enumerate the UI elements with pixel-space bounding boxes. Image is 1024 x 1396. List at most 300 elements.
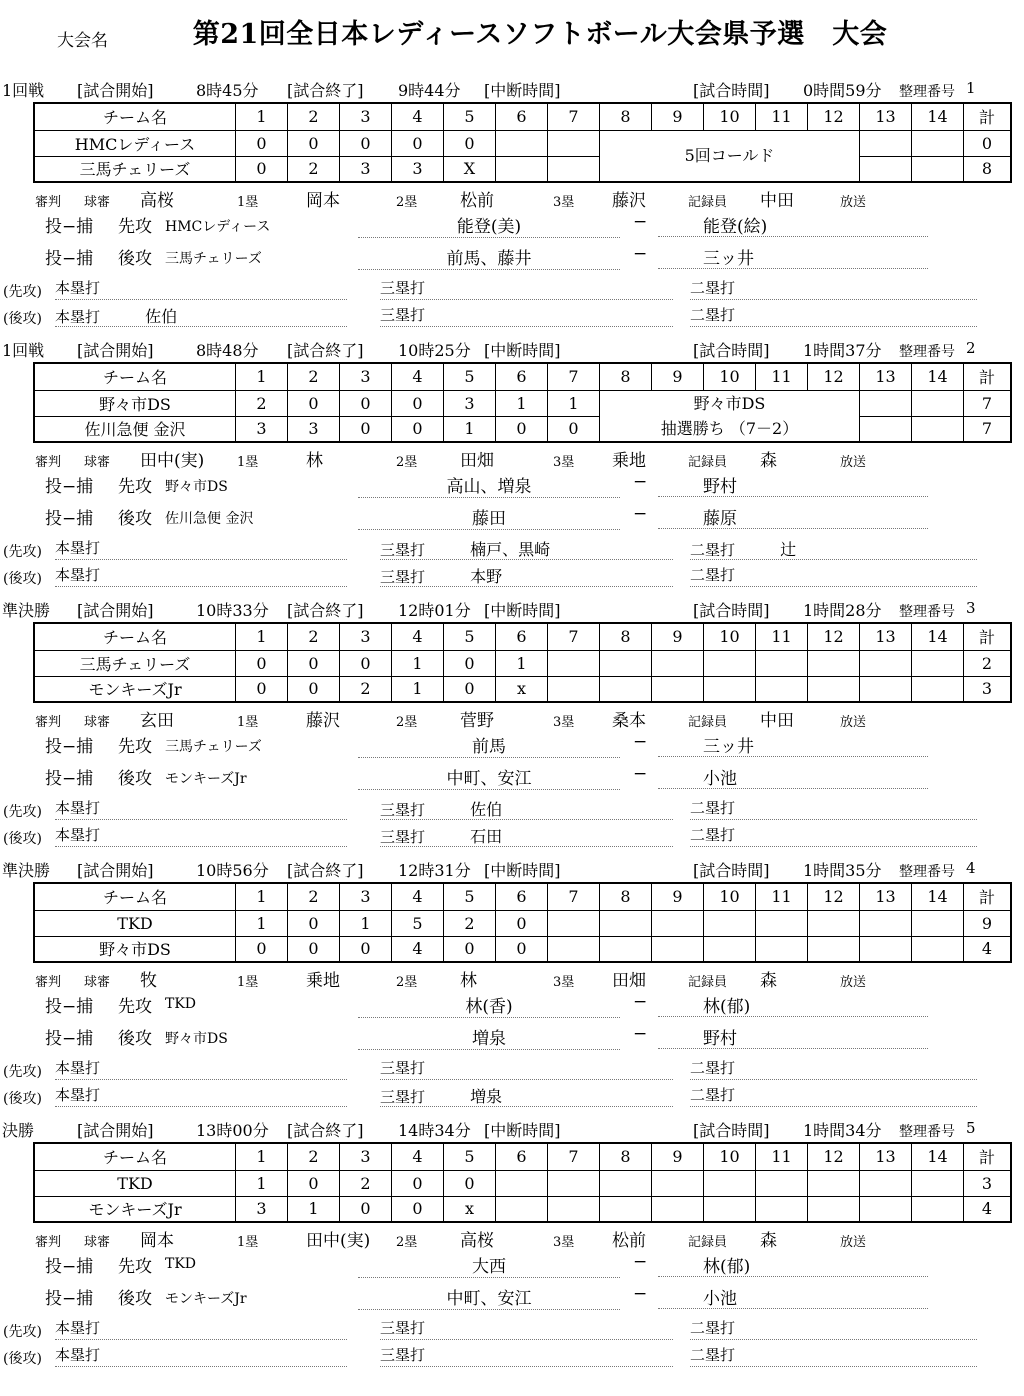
battery-label: 投−捕 xyxy=(45,1289,94,1309)
double-label: 二塁打 xyxy=(690,1319,736,1337)
third-base-umpire-name: 松前 xyxy=(612,1231,646,1251)
team-row xyxy=(34,650,1011,676)
inning-score-cell xyxy=(704,910,756,936)
pitcher-names: 中町、安江 xyxy=(358,1284,620,1310)
inning-col-header: 13 xyxy=(860,103,912,130)
inning-score-cell xyxy=(548,910,600,936)
battery-dash: − xyxy=(633,1252,648,1272)
top-side-label: 先攻 xyxy=(118,477,152,497)
team-name-col-header: チーム名 xyxy=(34,883,236,910)
homerun-label: 本塁打 xyxy=(55,1086,101,1104)
triple-field xyxy=(380,564,673,587)
side-paren-label: (先攻) xyxy=(3,804,42,820)
triple-field xyxy=(380,277,673,300)
end-time-label: [試合終了] xyxy=(287,601,364,620)
inning-col-header: 11 xyxy=(756,363,808,390)
inning-score-cell: 2 xyxy=(340,676,392,702)
pitcher-names: 大西 xyxy=(358,1252,620,1278)
inning-col-header: 2 xyxy=(288,623,340,650)
inning-col-header: 14 xyxy=(912,1143,964,1170)
inning-score-cell xyxy=(704,676,756,702)
triple-value: 石田 xyxy=(470,827,503,846)
inning-score-cell xyxy=(600,676,652,702)
second-base-label: 2塁 xyxy=(396,455,418,470)
pitcher-names: 増泉 xyxy=(358,1024,620,1050)
result-note-line: 5回コールド xyxy=(684,146,775,166)
triple-value: 本野 xyxy=(470,567,503,586)
team-name-cell: 三馬チェリーズ xyxy=(34,650,236,676)
game-block xyxy=(0,78,1024,338)
inning-score-cell: 0 xyxy=(392,416,444,442)
total-score-cell: 7 xyxy=(964,390,1012,416)
inning-col-header: 6 xyxy=(496,623,548,650)
inning-score-cell xyxy=(808,650,860,676)
inning-col-header: 10 xyxy=(704,623,756,650)
battery-label: 投−捕 xyxy=(45,737,94,757)
battery-team-name: 三馬チェリーズ xyxy=(165,739,262,755)
inning-score-cell: 0 xyxy=(288,1170,340,1196)
side-paren-label: (先攻) xyxy=(3,284,42,300)
second-base-umpire-name: 田畑 xyxy=(460,451,494,471)
scorer-label: 記録員 xyxy=(688,455,728,470)
umpires-row xyxy=(0,186,1024,212)
homerun-label: 本塁打 xyxy=(55,826,101,844)
inning-score-cell xyxy=(600,1196,652,1222)
team-row xyxy=(34,416,1011,442)
score-table-body xyxy=(34,1170,1011,1222)
innings-header-row xyxy=(34,623,1011,650)
second-base-umpire-name: 松前 xyxy=(460,191,494,211)
catcher-names: 林(郁) xyxy=(658,1252,928,1277)
end-time-value: 14時34分 xyxy=(398,1121,471,1140)
inning-col-header: 8 xyxy=(600,1143,652,1170)
inning-score-cell: 0 xyxy=(236,936,288,962)
inning-score-cell: 3 xyxy=(444,390,496,416)
inning-col-header: 7 xyxy=(548,103,600,130)
second-base-umpire-name: 高桜 xyxy=(460,1231,494,1251)
total-score-cell: 4 xyxy=(964,1196,1012,1222)
inning-col-header: 7 xyxy=(548,883,600,910)
inning-score-cell: 1 xyxy=(496,650,548,676)
inning-col-header: 9 xyxy=(652,623,704,650)
inning-score-cell: 2 xyxy=(288,156,340,182)
inning-score-cell: 0 xyxy=(444,650,496,676)
end-time-value: 12時01分 xyxy=(398,601,471,620)
inning-score-cell: x xyxy=(496,676,548,702)
triple-label: 三塁打 xyxy=(380,568,426,586)
inning-score-cell: 0 xyxy=(288,130,340,156)
homerun-label: 本塁打 xyxy=(55,799,101,817)
double-field xyxy=(690,1344,977,1367)
inning-col-header: 1 xyxy=(236,103,288,130)
inning-score-cell xyxy=(912,910,964,936)
inning-score-cell: 0 xyxy=(496,416,548,442)
first-base-label: 1塁 xyxy=(237,1235,259,1250)
inning-col-header: 1 xyxy=(236,883,288,910)
inning-score-cell xyxy=(548,1170,600,1196)
first-base-label: 1塁 xyxy=(237,455,259,470)
inning-score-cell: 1 xyxy=(236,910,288,936)
inning-col-header: 1 xyxy=(236,623,288,650)
end-time-label: [試合終了] xyxy=(287,341,364,360)
inning-col-header: 9 xyxy=(652,883,704,910)
battery-row-top xyxy=(0,212,1024,242)
inning-score-cell xyxy=(600,1170,652,1196)
game-time-label: [試合時間] xyxy=(693,861,770,880)
side-paren-label: (後攻) xyxy=(3,1091,42,1107)
inning-score-cell: 0 xyxy=(340,416,392,442)
team-name-cell: 三馬チェリーズ xyxy=(34,156,236,182)
inning-score-cell xyxy=(756,1196,808,1222)
top-side-label: 先攻 xyxy=(118,1257,152,1277)
battery-label: 投−捕 xyxy=(45,249,94,269)
catcher-names: 野村 xyxy=(658,472,928,497)
inning-score-cell xyxy=(756,936,808,962)
inning-score-cell: 2 xyxy=(236,390,288,416)
inning-col-header: 5 xyxy=(444,883,496,910)
inning-score-cell: 0 xyxy=(340,130,392,156)
triple-field xyxy=(380,537,673,560)
inning-score-cell xyxy=(808,1196,860,1222)
inning-col-header: 7 xyxy=(548,1143,600,1170)
inning-score-cell: 0 xyxy=(236,156,288,182)
battery-team-name: HMCレディース xyxy=(165,219,271,235)
homerun-label: 本塁打 xyxy=(55,308,101,326)
inning-score-cell: 0 xyxy=(288,910,340,936)
umpire-label: 審判 xyxy=(35,1235,62,1250)
battery-row-bottom xyxy=(0,1284,1024,1314)
battery-label: 投−捕 xyxy=(45,769,94,789)
inning-col-header: 3 xyxy=(340,883,392,910)
umpire-label: 審判 xyxy=(35,455,62,470)
inning-col-header: 6 xyxy=(496,103,548,130)
team-name-cell: モンキーズJr xyxy=(34,676,236,702)
side-paren-label: (後攻) xyxy=(3,831,42,847)
battery-label: 投−捕 xyxy=(45,1257,94,1277)
inning-score-cell: 1 xyxy=(496,390,548,416)
battery-dash: − xyxy=(633,764,648,784)
innings-header-row xyxy=(34,883,1011,910)
team-row xyxy=(34,676,1011,702)
extra-hits-row-top xyxy=(0,797,1024,824)
first-base-umpire-name: 乗地 xyxy=(306,971,340,991)
inning-score-cell xyxy=(912,156,964,182)
inning-col-header: 3 xyxy=(340,363,392,390)
bottom-side-label: 後攻 xyxy=(118,1029,152,1049)
inning-score-cell: 3 xyxy=(236,1196,288,1222)
battery-row-top xyxy=(0,732,1024,762)
start-time-label: [試合開始] xyxy=(77,1121,154,1140)
first-base-umpire-name: 岡本 xyxy=(306,191,340,211)
top-side-label: 先攻 xyxy=(118,217,152,237)
triple-field xyxy=(380,797,673,820)
plate-umpire-label: 球審 xyxy=(84,1235,111,1250)
result-note-line: 野々市DS xyxy=(693,393,766,413)
inning-score-cell xyxy=(704,1196,756,1222)
inning-score-cell xyxy=(496,1196,548,1222)
inning-score-cell xyxy=(600,936,652,962)
double-label: 二塁打 xyxy=(690,1086,736,1104)
inning-col-header: 7 xyxy=(548,363,600,390)
double-field xyxy=(690,304,977,327)
inning-col-header: 4 xyxy=(392,1143,444,1170)
inning-col-header: 14 xyxy=(912,623,964,650)
battery-team-name: TKD xyxy=(165,996,197,1012)
inning-score-cell xyxy=(912,416,964,442)
pitcher-names: 高山、増泉 xyxy=(358,472,620,498)
inning-col-header: 11 xyxy=(756,103,808,130)
round-label: 準決勝 xyxy=(2,861,51,880)
game-time-label: [試合時間] xyxy=(693,1121,770,1140)
battery-row-top xyxy=(0,992,1024,1022)
team-row xyxy=(34,936,1011,962)
triple-label: 三塁打 xyxy=(380,801,426,819)
total-col-header: 計 xyxy=(964,623,1012,650)
homerun-field xyxy=(55,1344,347,1367)
team-name-cell: 野々市DS xyxy=(34,390,236,416)
start-time-value: 13時00分 xyxy=(196,1121,269,1140)
extra-hits-row-top xyxy=(0,277,1024,304)
triple-field xyxy=(380,1317,673,1340)
broadcast-label: 放送 xyxy=(840,455,867,470)
inning-col-header: 12 xyxy=(808,1143,860,1170)
homerun-label: 本塁打 xyxy=(55,279,101,297)
plate-umpire-name: 牧 xyxy=(140,971,157,991)
first-base-umpire-name: 田中(実) xyxy=(306,1231,371,1251)
plate-umpire-label: 球審 xyxy=(84,455,111,470)
team-name-cell: 佐川急便 金沢 xyxy=(34,416,236,442)
double-field xyxy=(690,797,977,820)
catcher-names: 野村 xyxy=(658,1024,928,1049)
battery-dash: − xyxy=(633,212,648,232)
inning-col-header: 1 xyxy=(236,1143,288,1170)
inning-score-cell xyxy=(860,390,912,416)
inning-score-cell xyxy=(808,910,860,936)
inning-score-cell: 0 xyxy=(340,650,392,676)
score-table xyxy=(33,622,1012,703)
scorer-label: 記録員 xyxy=(688,715,728,730)
inning-score-cell: 0 xyxy=(548,416,600,442)
inning-score-cell xyxy=(548,676,600,702)
homerun-field xyxy=(55,824,347,847)
game-header-line xyxy=(0,1118,1024,1140)
end-time-label: [試合終了] xyxy=(287,81,364,100)
inning-col-header: 1 xyxy=(236,363,288,390)
battery-label: 投−捕 xyxy=(45,217,94,237)
inning-score-cell: 1 xyxy=(288,1196,340,1222)
team-name-col-header: チーム名 xyxy=(34,623,236,650)
result-note-cell xyxy=(600,390,860,442)
interrupt-time-label: [中断時間] xyxy=(484,81,561,100)
inning-col-header: 4 xyxy=(392,363,444,390)
double-field xyxy=(690,1317,977,1340)
plate-umpire-name: 田中(実) xyxy=(140,451,205,471)
first-base-umpire-name: 林 xyxy=(306,451,323,471)
extra-hits-row-bottom xyxy=(0,1084,1024,1111)
game-block xyxy=(0,338,1024,598)
third-base-umpire-name: 乗地 xyxy=(612,451,646,471)
inning-col-header: 9 xyxy=(652,363,704,390)
battery-label: 投−捕 xyxy=(45,1029,94,1049)
extra-hits-row-bottom xyxy=(0,824,1024,851)
side-paren-label: (後攻) xyxy=(3,311,42,327)
inning-score-cell: 2 xyxy=(340,1170,392,1196)
result-note-line: 抽選勝ち （7－2） xyxy=(660,418,799,438)
score-table xyxy=(33,102,1012,183)
score-table xyxy=(33,882,1012,963)
inning-score-cell: 0 xyxy=(392,390,444,416)
battery-row-bottom xyxy=(0,244,1024,274)
inning-score-cell xyxy=(652,910,704,936)
battery-team-name: モンキーズJr xyxy=(165,771,247,787)
game-header-line xyxy=(0,598,1024,620)
inning-score-cell xyxy=(704,936,756,962)
inning-score-cell: 0 xyxy=(444,936,496,962)
inning-col-header: 2 xyxy=(288,883,340,910)
side-paren-label: (後攻) xyxy=(3,571,42,587)
third-base-umpire-name: 桑本 xyxy=(612,711,646,731)
score-table-body xyxy=(34,910,1011,962)
inning-score-cell xyxy=(652,1196,704,1222)
catcher-names: 小池 xyxy=(658,1284,928,1309)
score-table-body xyxy=(34,390,1011,442)
inning-col-header: 8 xyxy=(600,103,652,130)
double-label: 二塁打 xyxy=(690,826,736,844)
homerun-label: 本塁打 xyxy=(55,566,101,584)
catcher-names: 三ッ井 xyxy=(658,244,928,269)
third-base-label: 3塁 xyxy=(553,455,575,470)
top-side-label: 先攻 xyxy=(118,997,152,1017)
inning-score-cell xyxy=(704,650,756,676)
tournament-name-label: 大会名 xyxy=(57,31,108,51)
inning-score-cell: 0 xyxy=(288,650,340,676)
homerun-field xyxy=(55,564,347,587)
start-time-value: 8時45分 xyxy=(196,81,259,100)
interrupt-time-label: [中断時間] xyxy=(484,861,561,880)
inning-score-cell: 0 xyxy=(496,936,548,962)
pitcher-names: 前馬 xyxy=(358,732,620,758)
end-time-value: 12時31分 xyxy=(398,861,471,880)
serial-number-value: 4 xyxy=(966,859,976,877)
inning-score-cell xyxy=(600,910,652,936)
start-time-label: [試合開始] xyxy=(77,341,154,360)
interrupt-time-label: [中断時間] xyxy=(484,1121,561,1140)
first-base-label: 1塁 xyxy=(237,195,259,210)
inning-score-cell: 0 xyxy=(236,676,288,702)
scorer-name: 森 xyxy=(760,971,777,991)
inning-score-cell xyxy=(704,1170,756,1196)
double-field xyxy=(690,824,977,847)
pitcher-names: 能登(美) xyxy=(358,212,620,238)
serial-number-label: 整理番号 xyxy=(899,604,955,620)
team-name-cell: TKD xyxy=(34,1170,236,1196)
inning-score-cell: 0 xyxy=(288,676,340,702)
game-time-value: 1時間28分 xyxy=(803,601,882,620)
team-row xyxy=(34,1196,1011,1222)
inning-col-header: 8 xyxy=(600,363,652,390)
serial-number-value: 5 xyxy=(966,1119,976,1137)
game-time-value: 1時間37分 xyxy=(803,341,882,360)
team-name-col-header: チーム名 xyxy=(34,103,236,130)
triple-field xyxy=(380,1057,673,1080)
inning-col-header: 13 xyxy=(860,1143,912,1170)
inning-score-cell xyxy=(496,156,548,182)
game-time-label: [試合時間] xyxy=(693,81,770,100)
page-title: 第21回全日本レディースソフトボール大会県予選 大会 xyxy=(192,19,888,50)
battery-row-bottom xyxy=(0,764,1024,794)
inning-col-header: 14 xyxy=(912,883,964,910)
homerun-field xyxy=(55,1084,347,1107)
serial-number-label: 整理番号 xyxy=(899,84,955,100)
triple-field xyxy=(380,304,673,327)
third-base-umpire-name: 藤沢 xyxy=(612,191,646,211)
total-score-cell: 0 xyxy=(964,130,1012,156)
inning-col-header: 5 xyxy=(444,1143,496,1170)
total-col-header: 計 xyxy=(964,103,1012,130)
battery-row-bottom xyxy=(0,1024,1024,1054)
game-header-line xyxy=(0,338,1024,360)
plate-umpire-label: 球審 xyxy=(84,195,111,210)
second-base-umpire-name: 菅野 xyxy=(460,711,494,731)
second-base-umpire-name: 林 xyxy=(460,971,477,991)
inning-score-cell xyxy=(912,1196,964,1222)
triple-label: 三塁打 xyxy=(380,279,426,297)
team-name-col-header: チーム名 xyxy=(34,1143,236,1170)
scorer-name: 森 xyxy=(760,1231,777,1251)
side-paren-label: (後攻) xyxy=(3,1351,42,1367)
inning-score-cell: 1 xyxy=(392,650,444,676)
inning-score-cell: 0 xyxy=(236,650,288,676)
battery-team-name: 佐川急便 金沢 xyxy=(165,511,254,527)
homerun-field xyxy=(55,304,347,327)
inning-col-header: 6 xyxy=(496,883,548,910)
scorer-name: 森 xyxy=(760,451,777,471)
pitcher-names: 中町、安江 xyxy=(358,764,620,790)
broadcast-label: 放送 xyxy=(840,715,867,730)
plate-umpire-name: 岡本 xyxy=(140,1231,174,1251)
game-header-line xyxy=(0,858,1024,880)
inning-score-cell: X xyxy=(444,156,496,182)
inning-col-header: 8 xyxy=(600,883,652,910)
inning-score-cell xyxy=(756,676,808,702)
inning-score-cell xyxy=(912,650,964,676)
score-table-body xyxy=(34,130,1011,182)
score-table xyxy=(33,362,1012,443)
total-score-cell: 8 xyxy=(964,156,1012,182)
double-field xyxy=(690,277,977,300)
broadcast-label: 放送 xyxy=(840,1235,867,1250)
umpires-row xyxy=(0,446,1024,472)
inning-score-cell xyxy=(548,650,600,676)
inning-score-cell xyxy=(756,1170,808,1196)
battery-dash: − xyxy=(633,732,648,752)
triple-label: 三塁打 xyxy=(380,1319,426,1337)
inning-score-cell xyxy=(912,676,964,702)
extra-hits-row-bottom xyxy=(0,564,1024,591)
double-label: 二塁打 xyxy=(690,566,736,584)
inning-score-cell xyxy=(912,936,964,962)
inning-score-cell: 0 xyxy=(444,676,496,702)
inning-score-cell xyxy=(912,130,964,156)
homerun-field xyxy=(55,537,347,560)
double-label: 二塁打 xyxy=(690,541,736,559)
triple-label: 三塁打 xyxy=(380,1059,426,1077)
battery-dash: − xyxy=(633,1024,648,1044)
total-score-cell: 2 xyxy=(964,650,1012,676)
battery-dash: − xyxy=(633,992,648,1012)
scorer-label: 記録員 xyxy=(688,1235,728,1250)
serial-number-value: 1 xyxy=(966,79,976,97)
